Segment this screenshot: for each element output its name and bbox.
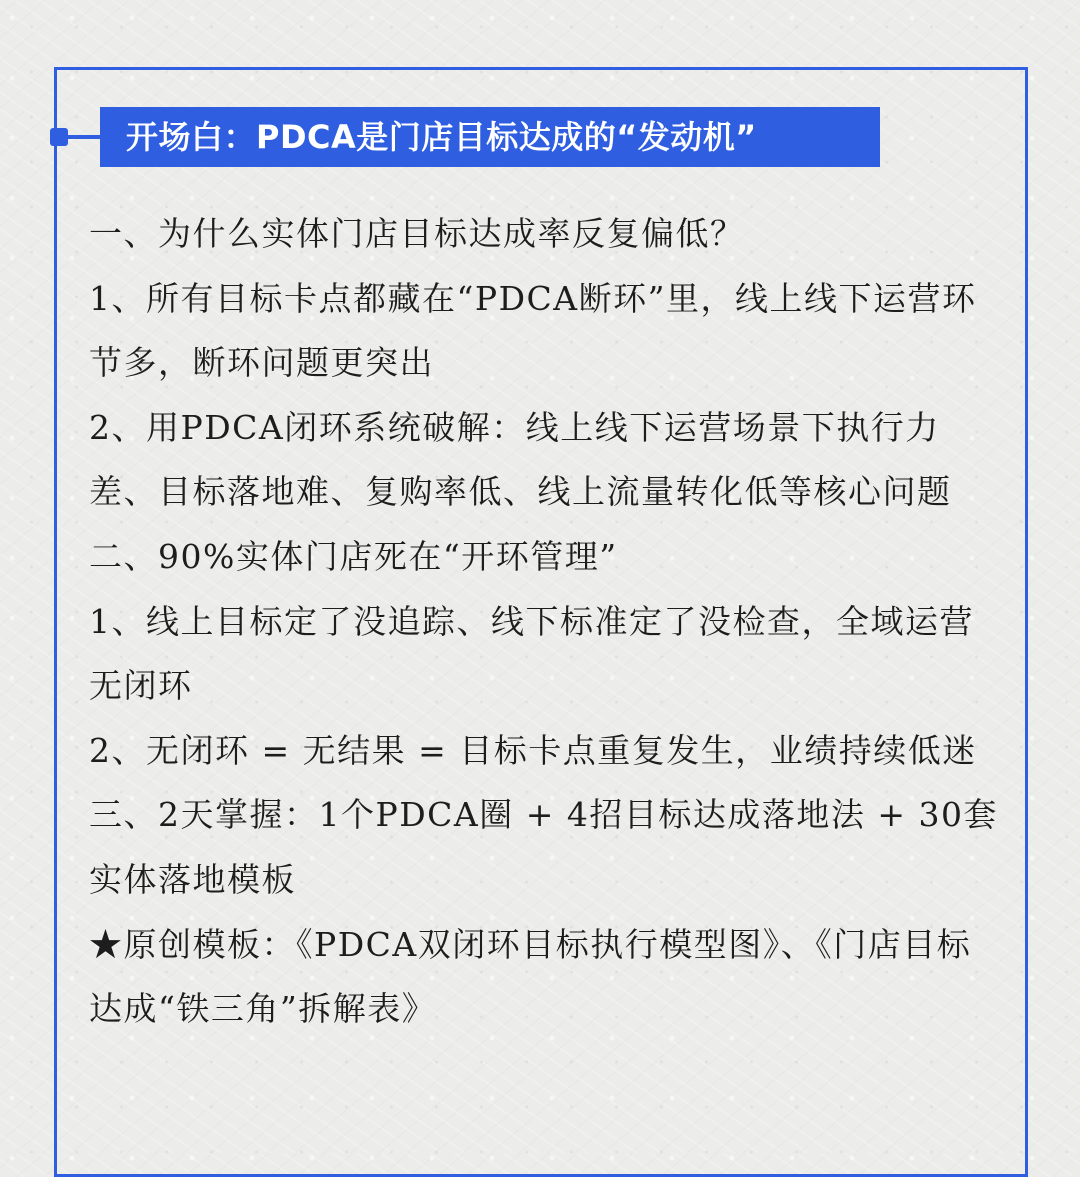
body-text bbox=[89, 202, 1004, 1042]
paragraph-q1-heading: 一、为什么实体门店目标达成率反复偏低？ bbox=[89, 214, 745, 253]
paragraph-q3-heading: 三、2天掌握：1个PDCA圈 + 4招目标达成落地法 + 30套实体落地模板 bbox=[89, 795, 998, 899]
paragraph-templates: ★原创模板：《PDCA双闭环目标执行模型图》、《门店目标达成“铁三角”拆解表》 bbox=[89, 924, 972, 1029]
paragraph-q2-heading: 二、90%实体门店死在“开环管理” bbox=[89, 536, 618, 576]
section-title: 开场白：PDCA是门店目标达成的“发动机” bbox=[100, 107, 880, 167]
section-header bbox=[54, 107, 884, 167]
paragraph-q2-point2: 2、无闭环 = 无结果 = 目标卡点重复发生，业绩持续低迷 bbox=[89, 730, 977, 770]
paragraph-q2-point1: 1、线上目标定了没追踪、线下标准定了没检查，全域运营无闭环 bbox=[89, 601, 974, 706]
paragraph-q1-point2: 2、用PDCA闭环系统破解：线上线下运营场景下执行力差、目标落地难、复购率低、线上流量转化低等核心问题 bbox=[89, 407, 952, 512]
paragraph-q1-point1: 1、所有目标卡点都藏在“PDCA断环”里，线上线下运营环节多，断环问题更突出 bbox=[89, 278, 977, 383]
